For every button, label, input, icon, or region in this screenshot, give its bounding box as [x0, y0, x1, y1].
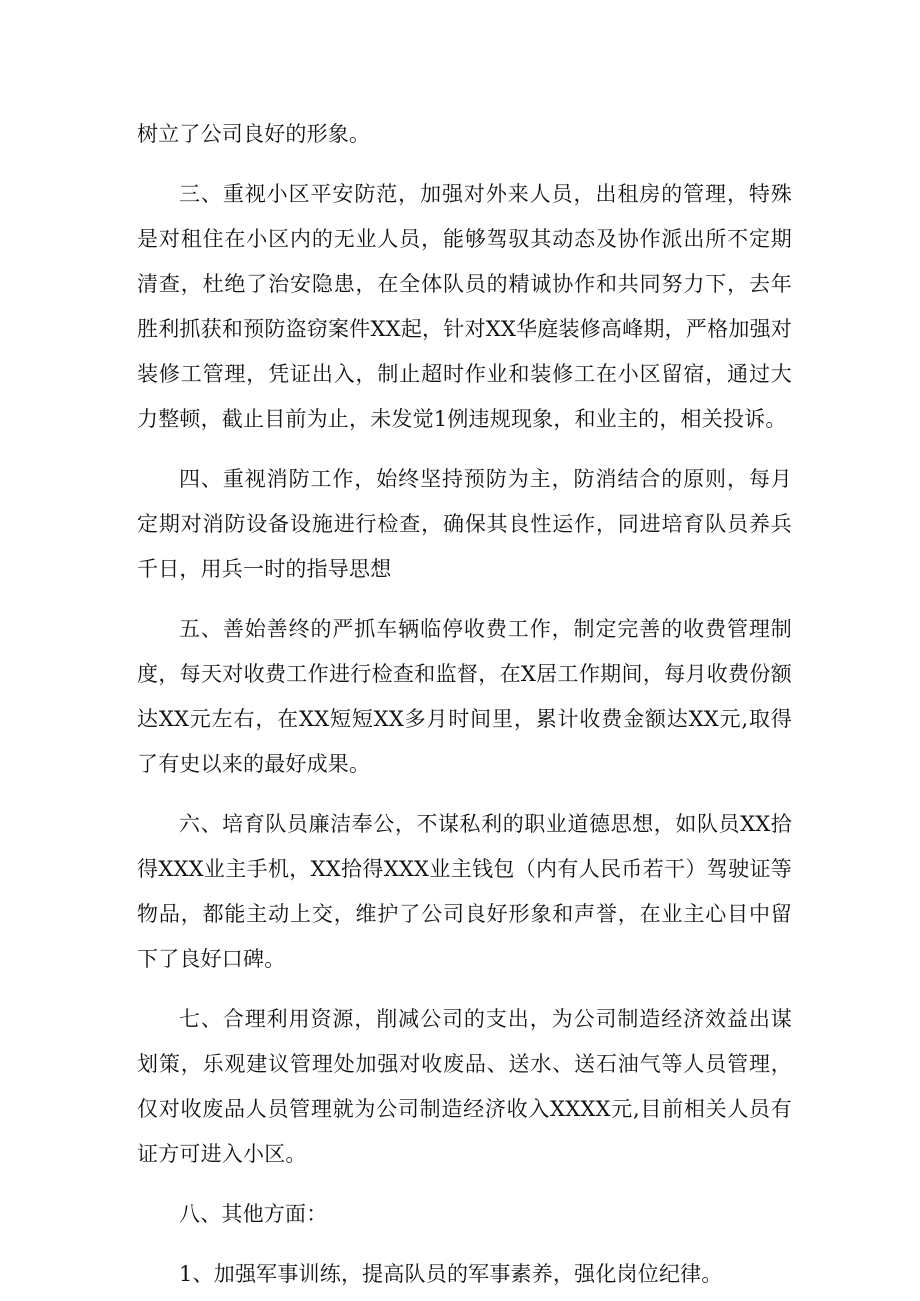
paragraph-section-3: 三、重视小区平安防范，加强对外来人员，出租房的管理，特殊是对租住在小区内的无业人员，能够驾驭其动态及协作派出所不定期清查，杜绝了治安隐患，在全体队员的精诚协作和共同努力下，去年胜利抓获和预防盗窃案件XX起，针对XX华庭装修高峰期，严格加强对装修工管理，凭证出入，制止超时作业和装修工在小区留宿，通过大力整顿，截止目前为止，未发觉1例违规现象，和业主的，相关投诉。 — [137, 182, 792, 431]
paragraph-section-6: 六、培育队员廉洁奉公，不谋私利的职业道德思想，如队员XX拾得XXX业主手机，XX拾得XXX业主钱包（内有人民币若干）驾驶证等物品，都能主动上交，维护了公司良好形象和声誉，在业主心目中留下了良好口碑。 — [137, 812, 792, 971]
paragraph-section-5: 五、善始善终的严抓车辆临停收费工作，制定完善的收费管理制度，每天对收费工作进行检查和监督，在X居工作期间，每月收费份额达XX元左右，在XX短短XX多月时间里，累计收费金额达XX元,取得了有史以来的最好成果。 — [137, 617, 792, 776]
document-body — [137, 112, 792, 1297]
paragraph-section-4: 四、重视消防工作，始终坚持预防为主，防消结合的原则，每月定期对消防设备设施进行检查，确保其良性运作，同进培育队员养兵千日，用兵一时的指导思想 — [137, 467, 792, 581]
paragraph-section-7: 七、合理利用资源，削减公司的支出，为公司制造经济效益出谋划策，乐观建议管理处加强对收废品、送水、送石油气等人员管理，仅对收废品人员管理就为公司制造经济收入XXXX元,目前相关人员有证方可进入小区。 — [137, 1007, 792, 1166]
paragraph-section-8: 八、其他方面： — [179, 1202, 328, 1226]
paragraph-item-1: 1、加强军事训练，提高队员的军事素养，强化岗位纪律。 — [179, 1262, 723, 1286]
paragraph-continuation: 树立了公司良好的形象。 — [137, 122, 371, 146]
